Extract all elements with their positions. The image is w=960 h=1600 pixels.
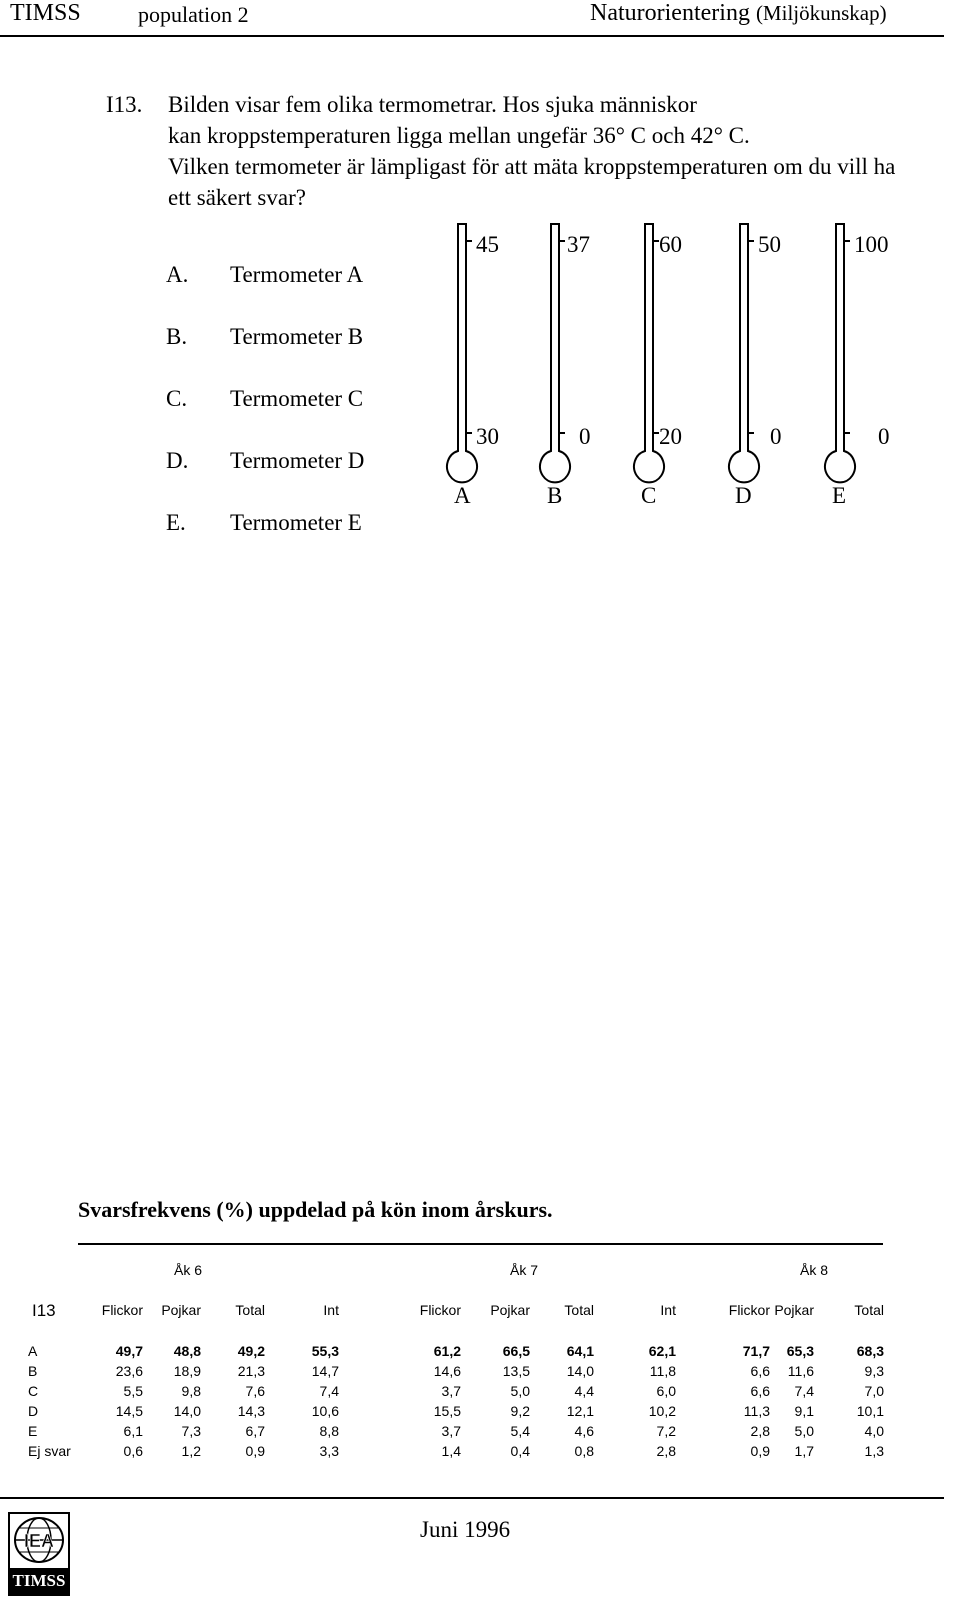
thermometer-a-top: 45 (476, 232, 499, 257)
column-header-total: Total (564, 1302, 594, 1318)
thermometer-e-label: E (832, 483, 847, 508)
table-cell: 6,7 (245, 1423, 265, 1439)
table-cell: 3,7 (441, 1383, 461, 1399)
question-number: I13. (106, 92, 143, 117)
table-cell: 0,6 (123, 1443, 143, 1459)
thermometer-c-bottom: 20 (659, 424, 682, 449)
table-cell: 4,6 (574, 1423, 594, 1439)
table-cell: 0,4 (510, 1443, 530, 1459)
table-cell: 11,6 (787, 1363, 814, 1379)
table-cell: 5,5 (123, 1383, 143, 1399)
thermometer-b-top: 37 (567, 232, 590, 257)
table-cell: 10,2 (648, 1403, 676, 1419)
table-cell: 14,0 (566, 1363, 594, 1379)
table-cell: 8,8 (319, 1423, 339, 1439)
table-cell: 0,9 (245, 1443, 265, 1459)
logo-timss-text: TIMSS (10, 1568, 68, 1594)
table-cell: 6,0 (656, 1383, 676, 1399)
table-cell: 9,1 (794, 1403, 814, 1419)
table-cell: 14,5 (115, 1403, 143, 1419)
question-line-4: ett säkert svar? (168, 185, 306, 210)
table-cell: 11,8 (649, 1363, 676, 1379)
table-cell: 13,5 (502, 1363, 530, 1379)
thermometers-figure (0, 0, 960, 560)
table-cell: 71,7 (742, 1343, 770, 1359)
thermometer-d-bottom: 0 (770, 424, 782, 449)
table-cell: 9,3 (864, 1363, 884, 1379)
table-cell: 66,5 (502, 1343, 530, 1359)
table-cell: 7,2 (656, 1423, 676, 1439)
table-cell: 18,9 (173, 1363, 201, 1379)
table-row-label: A (28, 1343, 38, 1359)
table-cell: 0,8 (574, 1443, 594, 1459)
table-cell: 1,2 (181, 1443, 201, 1459)
item-label: I13 (32, 1301, 56, 1320)
results-top-rule (78, 1243, 883, 1245)
table-cell: 15,5 (433, 1403, 461, 1419)
column-header-flickor: Flickor (728, 1302, 770, 1318)
thermometer-c (634, 224, 682, 508)
option-b-text: Termometer B (230, 324, 364, 349)
table-cell: 5,0 (510, 1383, 530, 1399)
thermometer-b-label: B (547, 483, 563, 508)
header-timss: TIMSS (10, 0, 81, 26)
option-d-text: Termometer D (230, 448, 365, 473)
table-cell: 65,3 (786, 1343, 814, 1359)
table-cell: 1,4 (441, 1443, 461, 1459)
table-cell: 0,9 (750, 1443, 770, 1459)
table-cell: 68,3 (856, 1343, 884, 1359)
option-c-text: Termometer C (230, 386, 364, 411)
table-cell: 4,0 (864, 1423, 884, 1439)
table-cell: 14,0 (173, 1403, 201, 1419)
thermometer-b (540, 224, 591, 508)
header-subject-paren: (Miljökunskap) (755, 1, 887, 25)
thermometer-e (825, 224, 890, 508)
thermometer-e-top: 100 (854, 232, 889, 257)
thermometer-a-bottom: 30 (476, 424, 499, 449)
table-cell: 12,1 (566, 1403, 594, 1419)
table-cell: 7,3 (181, 1423, 201, 1439)
table-cell: 3,3 (319, 1443, 339, 1459)
table-cell: 61,2 (433, 1343, 461, 1359)
table-cell: 1,3 (864, 1443, 884, 1459)
table-cell: 49,2 (237, 1343, 265, 1359)
footer-rule (0, 1497, 944, 1499)
header-subject-main: Naturorientering (590, 0, 750, 26)
table-cell: 7,4 (794, 1383, 814, 1399)
table-cell: 1,7 (794, 1443, 814, 1459)
table-cell: 3,7 (441, 1423, 461, 1439)
group-header-ak6: Åk 6 (174, 1262, 203, 1278)
table-cell: 21,3 (237, 1363, 265, 1379)
column-header-pojkar: Pojkar (774, 1302, 814, 1318)
table-cell: 9,2 (510, 1403, 530, 1419)
table-cell: 7,0 (864, 1383, 884, 1399)
table-cell: 49,7 (115, 1343, 143, 1359)
table-cell: 7,4 (319, 1383, 339, 1399)
table-cell: 7,6 (245, 1383, 265, 1399)
thermometer-c-label: C (641, 483, 657, 508)
table-cell: 4,4 (574, 1383, 594, 1399)
option-a-text: Termometer A (230, 262, 364, 287)
table-cell: 55,3 (311, 1343, 339, 1359)
logo-iea-mark: IEA (23, 1531, 55, 1551)
thermometer-d-label: D (735, 483, 752, 508)
table-row-label: Ej svar (28, 1443, 71, 1459)
option-e-letter: E. (166, 510, 186, 535)
column-header-total: Total (854, 1302, 884, 1318)
question-line-2: kan kroppstemperaturen ligga mellan ungefär 36° C och 42° C. (168, 123, 750, 148)
table-cell: 6,6 (750, 1363, 770, 1379)
table-cell: 2,8 (750, 1423, 770, 1439)
column-header-flickor: Flickor (419, 1302, 461, 1318)
table-cell: 62,1 (648, 1343, 676, 1359)
table-cell: 64,1 (566, 1343, 594, 1359)
thermometer-a (447, 224, 499, 508)
thermometer-a-label: A (454, 483, 471, 508)
group-header-ak8: Åk 8 (800, 1262, 829, 1278)
thermometer-d (729, 224, 782, 508)
table-cell: 11,3 (743, 1403, 770, 1419)
thermometer-e-bottom: 0 (878, 424, 890, 449)
thermometer-c-top: 60 (659, 232, 682, 257)
results-title: Svarsfrekvens (%) uppdelad på kön inom årskurs. (78, 1197, 553, 1222)
column-header-int: Int (323, 1302, 339, 1318)
globe-icon (10, 1514, 68, 1566)
table-row-label: D (28, 1403, 39, 1419)
footer-date: Juni 1996 (420, 1517, 511, 1542)
table-row-label: E (28, 1423, 38, 1439)
table-cell: 5,0 (794, 1423, 814, 1439)
question-line-1: Bilden visar fem olika termometrar. Hos sjuka människor (168, 92, 697, 117)
option-c-letter: C. (166, 386, 188, 411)
iea-timss-logo (8, 1512, 70, 1596)
option-d-letter: D. (166, 448, 189, 473)
thermometer-d-top: 50 (758, 232, 781, 257)
group-header-ak7: Åk 7 (510, 1262, 539, 1278)
table-cell: 9,8 (181, 1383, 201, 1399)
table-cell: 14,6 (433, 1363, 461, 1379)
option-a-letter: A. (166, 262, 189, 287)
column-header-flickor: Flickor (101, 1302, 143, 1318)
table-cell: 6,1 (123, 1423, 143, 1439)
table-cell: 10,6 (311, 1403, 339, 1419)
table-cell: 6,6 (750, 1383, 770, 1399)
table-cell: 5,4 (510, 1423, 530, 1439)
header-population: population 2 (138, 2, 249, 27)
option-b-letter: B. (166, 324, 188, 349)
column-header-int: Int (660, 1302, 676, 1318)
column-header-pojkar: Pojkar (490, 1302, 530, 1318)
table-row-label: C (28, 1383, 39, 1399)
table-cell: 48,8 (173, 1343, 201, 1359)
table-cell: 14,7 (311, 1363, 339, 1379)
table-cell: 10,1 (856, 1403, 884, 1419)
column-header-total: Total (235, 1302, 265, 1318)
thermometer-b-bottom: 0 (579, 424, 591, 449)
option-e-text: Termometer E (230, 510, 362, 535)
table-cell: 23,6 (115, 1363, 143, 1379)
table-cell: 14,3 (237, 1403, 265, 1419)
table-row-label: B (28, 1363, 38, 1379)
table-cell: 2,8 (656, 1443, 676, 1459)
column-header-pojkar: Pojkar (161, 1302, 201, 1318)
question-line-3: Vilken termometer är lämpligast för att mäta kroppstemperaturen om du vill ha (168, 154, 896, 179)
